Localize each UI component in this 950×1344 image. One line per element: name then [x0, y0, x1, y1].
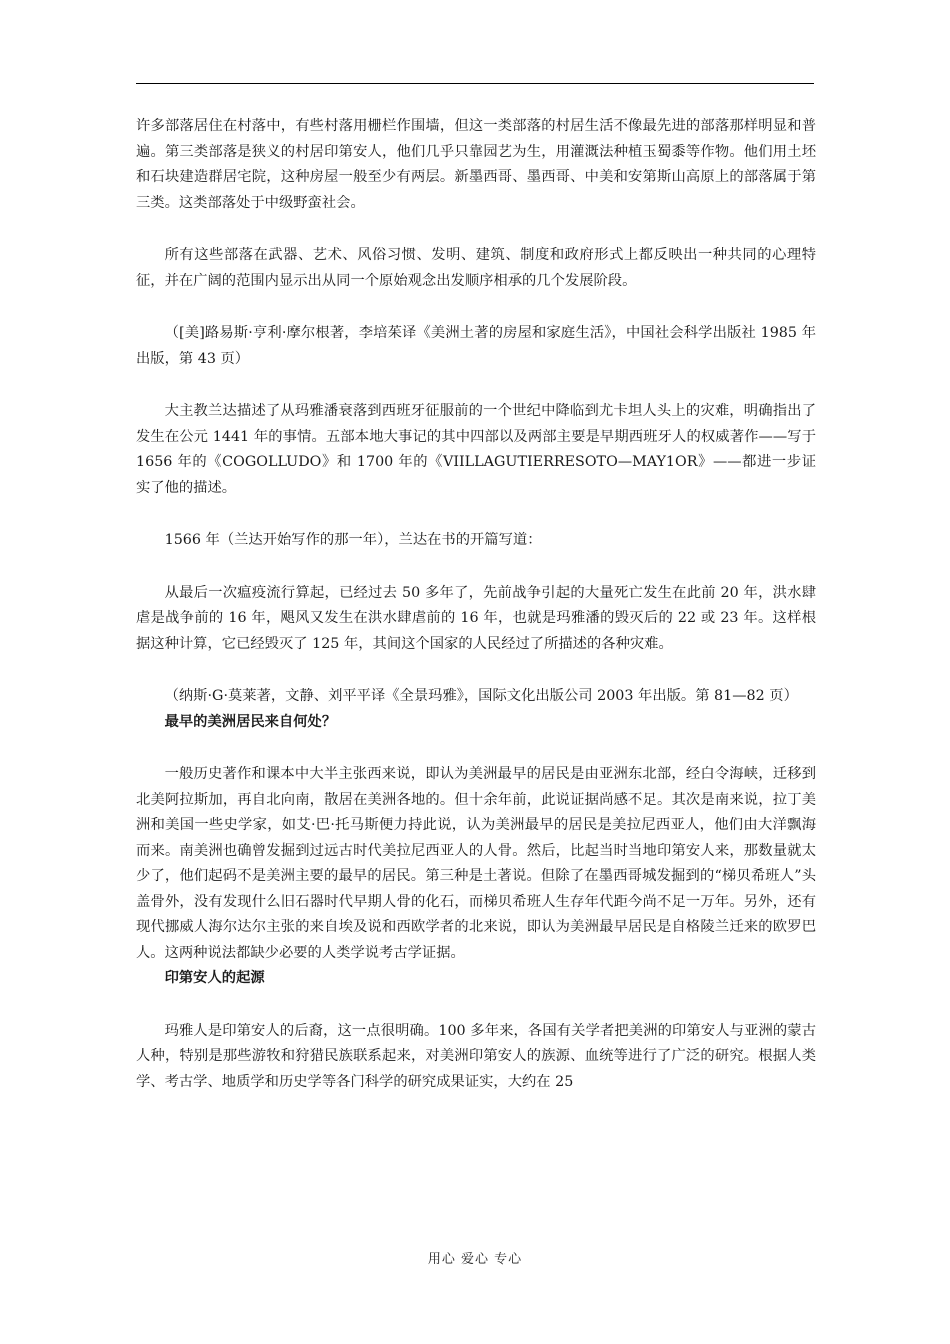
document-body — [136, 114, 816, 1095]
page-footer: 用心 爱心 专心 — [427, 1252, 523, 1267]
paragraph-maya-descent: 玛雅人是印第安人的后裔，这一点很明确。100 多年来，各国有关学者把美洲的印第安人与亚洲的蒙古人种，特别是那些游牧和狩猎民族联系起来，对美洲印第安人的族源、血统等进行了广泛的研究。根据人类学、考古学、地质学和历史学等各门科学的研究成果证实，大约在 25 — [136, 1022, 816, 1090]
paragraph-village-tribes: 许多部落居住在村落中，有些村落用栅栏作围墙，但这一类部落的村居生活不像最先进的部落那样明显和普遍。第三类部落是狭义的村居印第安人，他们几乎只靠园艺为生，用灌溉法种植玉蜀黍等作物。他们用土坯和石块建造群居宅院，这种房屋一般至少有两层。新墨西哥、墨西哥、中美和安第斯山高原上的部落属于第三类。这类部落处于中级野蛮社会。 — [136, 118, 816, 211]
section-heading-earliest-inhabitants: 最早的美洲居民来自何处？ — [164, 713, 337, 730]
paragraph-landa-quote: 从最后一次瘟疫流行算起，已经过去 50 多年了，先前战争引起的大量死亡发生在此前 20 年，洪水肆虐是战争前的 16 年，飓风又发生在洪水肆虐前的 16 年，也就是玛雅潘的毁灭后的 22 或 23 年。这样根据这种计算，它已经毁灭了 125 年，其间这个国家的人民经过了所描述的各种灾难。 — [136, 584, 816, 652]
citation-morley: （纳斯·G·莫莱著，文静、刘平平译《全景玛雅》，国际文化出版公司 2003 年出版。第 81—82 页） — [164, 688, 798, 704]
citation-morgan: （[美]路易斯·亨利·摩尔根著，李培茱译《美洲土著的房屋和家庭生活》，中国社会科学出版社 1985 年出版，第 43 页） — [136, 325, 816, 367]
paragraph-landa-1566: 1566 年（兰达开始写作的那一年），兰达在书的开篇写道： — [164, 532, 542, 548]
paragraph-origin-theories: 一般历史著作和课本中大半主张西来说，即认为美洲最早的居民是由亚洲东北部，经白令海峡，迁移到北美阿拉斯加，再自北向南，散居在美洲各地的。但十余年前，此说证据尚感不足。其次是南来说，拉丁美洲和美国一些史学家，如艾·巴·托马斯便力持此说，认为美洲最早的居民是美拉尼西亚人，他们由大洋飘海而来。南美洲也确曾发掘到过远古时代美拉尼西亚人的人骨。然后，比起当时当地印第安人来，那数量就太少了，他们起码不是美洲主要的最早的居民。第三种是土著说。但除了在墨西哥城发掘到的“梯贝希班人”头盖骨外，没有发现什么旧石器时代早期人骨的化石，而梯贝希班人生存年代距今尚不足一万年。另外，还有现代挪威人海尔达尔主张的来自埃及说和西欧学者的北来说，即认为美洲最早居民是自格陵兰迁来的欧罗巴人。这两种说法都缺少必要的人类学说考古学证据。 — [136, 766, 816, 961]
header-rule — [136, 83, 814, 84]
paragraph-common-traits: 所有这些部落在武器、艺术、风俗习惯、发明、建筑、制度和政府形式上都反映出一种共同的心理特征，并在广阔的范围内显示出从同一个原始观念出发顺序相承的几个发展阶段。 — [136, 247, 816, 289]
section-heading-indian-origin: 印第安人的起源 — [164, 970, 265, 986]
paragraph-landa-description: 大主教兰达描述了从玛雅潘衰落到西班牙征服前的一个世纪中降临到尤卡坦人头上的灾难，明确指出了发生在公元 1441 年的事情。五部本地大事记的其中四部以及两部主要是早期西班牙人的权威著作——写于 1656 年的《COGOLLUDO》和 1700 年的《VIILLAGUTIERRESOTO—MAY1OR》——都进一步证实了他的描述。 — [136, 403, 816, 496]
